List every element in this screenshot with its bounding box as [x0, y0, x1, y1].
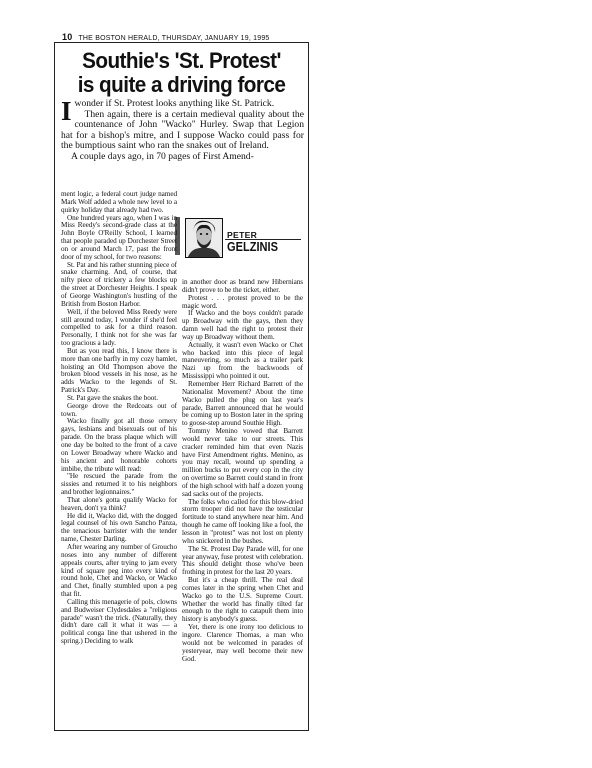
body-paragraph: Tommy Menino vowed that Barrett would never take to our streets. This cracker reminded him that even Nazis have First Amendment rights. Menino, as you may recall, wound up spending a million bucks to put every cop in the city on overtime so Barrett could stand in front of the high school with half a dozen young sad sacks out of the projects.: [182, 427, 303, 498]
drop-cap: I: [61, 96, 72, 126]
lead-paragraph-2: Then again, there is a certain medieval quality about the countenance of John "Wacko" Hurley. Swap that Legion hat for a bishop's mitre, and I suppose Wacko could pass for the bumptious saint who ran the snakes out of Ireland.: [61, 108, 304, 152]
body-paragraph: The St. Protest Day Parade will, for one year anyway, fuse protest with celebration. This should delight those who've been frothing in protest for the last 20 years.: [182, 544, 303, 577]
page-number: 10: [62, 32, 73, 42]
body-paragraph: George drove the Redcoats out of town.: [61, 401, 177, 418]
body-paragraph: Well, if the beloved Miss Reedy were still around today, I wonder if she'd feel compelled to ask for a third reason. Personally, I think not for she was far too gracious a lady.: [61, 307, 177, 348]
body-paragraph: Actually, it wasn't even Wacko or Chet who backed into this piece of legal maneuvering, so much as a trailer park Nazi up from the backwoods of Mississippi who pointed it out.: [182, 340, 303, 381]
body-paragraph: Wacko finally got all those ornery gays, lesbians and bisexuals out of his parade. On the brass plaque which will one day be bolted to the front of a cave on Lower Broadway where Wacko and his ancient and honorable cohorts imbibe, the tribute will read:: [61, 417, 177, 473]
body-column-1: [61, 191, 177, 729]
lead-paragraph-3: A couple days ago, in 70 pages of First Amend-: [71, 150, 254, 162]
body-paragraph: After wearing any number of Groucho noses into any number of different appeals courts, after trying to jam every kind of square peg into every kind of round hole, Chet and Wacko, or Wacko and Chet, finally stumbled upon a peg that fit.: [61, 542, 177, 599]
body-paragraph: The folks who called for this blow-dried storm trooper did not have the testicular fortitude to stand anywhere near him. And though he came off looking like a fool, the lesson in "protest" was not lost on plenty who snickered in the bushes.: [182, 497, 303, 545]
body-paragraph: ment logic, a federal court judge named Mark Wolf added a whole new level to a quirky holiday that already had two.: [61, 191, 177, 214]
headline: [69, 49, 294, 97]
byline-last-name: GELZINIS: [227, 239, 278, 254]
body-paragraph: One hundred years ago, when I was in Miss Reedy's second-grade class at the John Boyle O'Reilly School, I learned that people paraded up Dorchester Street on or around March 17, past the front door of my school, for two reasons:: [61, 213, 177, 261]
columnist-photo: [185, 218, 223, 258]
article-clipping: [54, 42, 309, 731]
body-paragraph: But it's a cheap thrill. The real deal comes later in the spring when Chet and Wacko go to the U.S. Supreme Court. Whether the world has finally tilted far enough to the right to catapult them into history is anybody's guess.: [182, 576, 303, 624]
body-paragraph: Remember Herr Richard Barrett of the Nationalist Movement? About the time Wacko pulled the plug on last year's parade, Barrett announced that he would be coming up to Boston later in the spring to goose-step around Southie High.: [182, 379, 303, 428]
body-column-2: [182, 279, 303, 729]
body-paragraph: Calling this menagerie of pols, clowns and Budweiser Clydesdales a "religious parade" wasn't the trick. (Naturally, they didn't dare call it what it was — a political conga line that ushered in the spring.) Deciding to walk: [61, 597, 177, 646]
body-paragraph: That alone's gotta qualify Wacko for heaven, don't ya think?: [61, 495, 177, 512]
lead-paragraphs: [61, 96, 304, 163]
body-paragraph: Yet, there is one irony too delicious to ingore. Clarence Thomas, a man who would not be welcomed in parades of yesteryear, may well become their new God.: [182, 623, 303, 663]
body-paragraph: But as you read this, I know there is more than one barfly in my cozy hamlet, hoisting an Old Thompson above the broken blood vessels in his nose, as he adds Wacko to the legends of St. Patrick's Day.: [61, 346, 177, 395]
byline: [227, 230, 287, 252]
headline-line-1: Southie's 'St. Protest': [82, 48, 281, 73]
body-paragraph: St. Pat gave the snakes the boot.: [67, 393, 158, 402]
byline-rule: [225, 239, 301, 240]
lead-paragraph-1: Iwonder if St. Protest looks anything like St. Patrick.: [61, 96, 275, 126]
body-paragraph: "He rescued the parade from the sissies and returned it to his neighbors and brother legionnaires.": [61, 472, 177, 497]
body-paragraph: St. Pat and his rather stunning piece of snake charming. And, of course, that nifty piece of trickery a few blocks up the street at Dorchester Heights. I speak of George Washington's hustling of the British from Boston Harbor.: [61, 260, 177, 308]
columnist-portrait-icon: [186, 219, 222, 257]
body-paragraph: Protest . . . protest proved to be the magic word.: [182, 293, 303, 310]
page-header: [62, 32, 270, 42]
byline-first-name: PETER: [227, 230, 258, 240]
headline-line-2: is quite a driving force: [77, 72, 286, 97]
body-paragraph: He did it, Wacko did, with the dogged legal counsel of his own Sancho Panza, the tenacious barrister with the tender name, Chester Darling.: [61, 511, 177, 544]
body-paragraph: If Wacko and the boys couldn't parade up Broadway with the gays, then they damn well had the right to protest their way up Broadway without them.: [182, 309, 303, 341]
body-paragraph: in another door as brand new Hibernians didn't prove to be the ticket, either.: [182, 279, 303, 294]
masthead: THE BOSTON HERALD, THURSDAY, JANUARY 19, 1995: [78, 35, 270, 42]
